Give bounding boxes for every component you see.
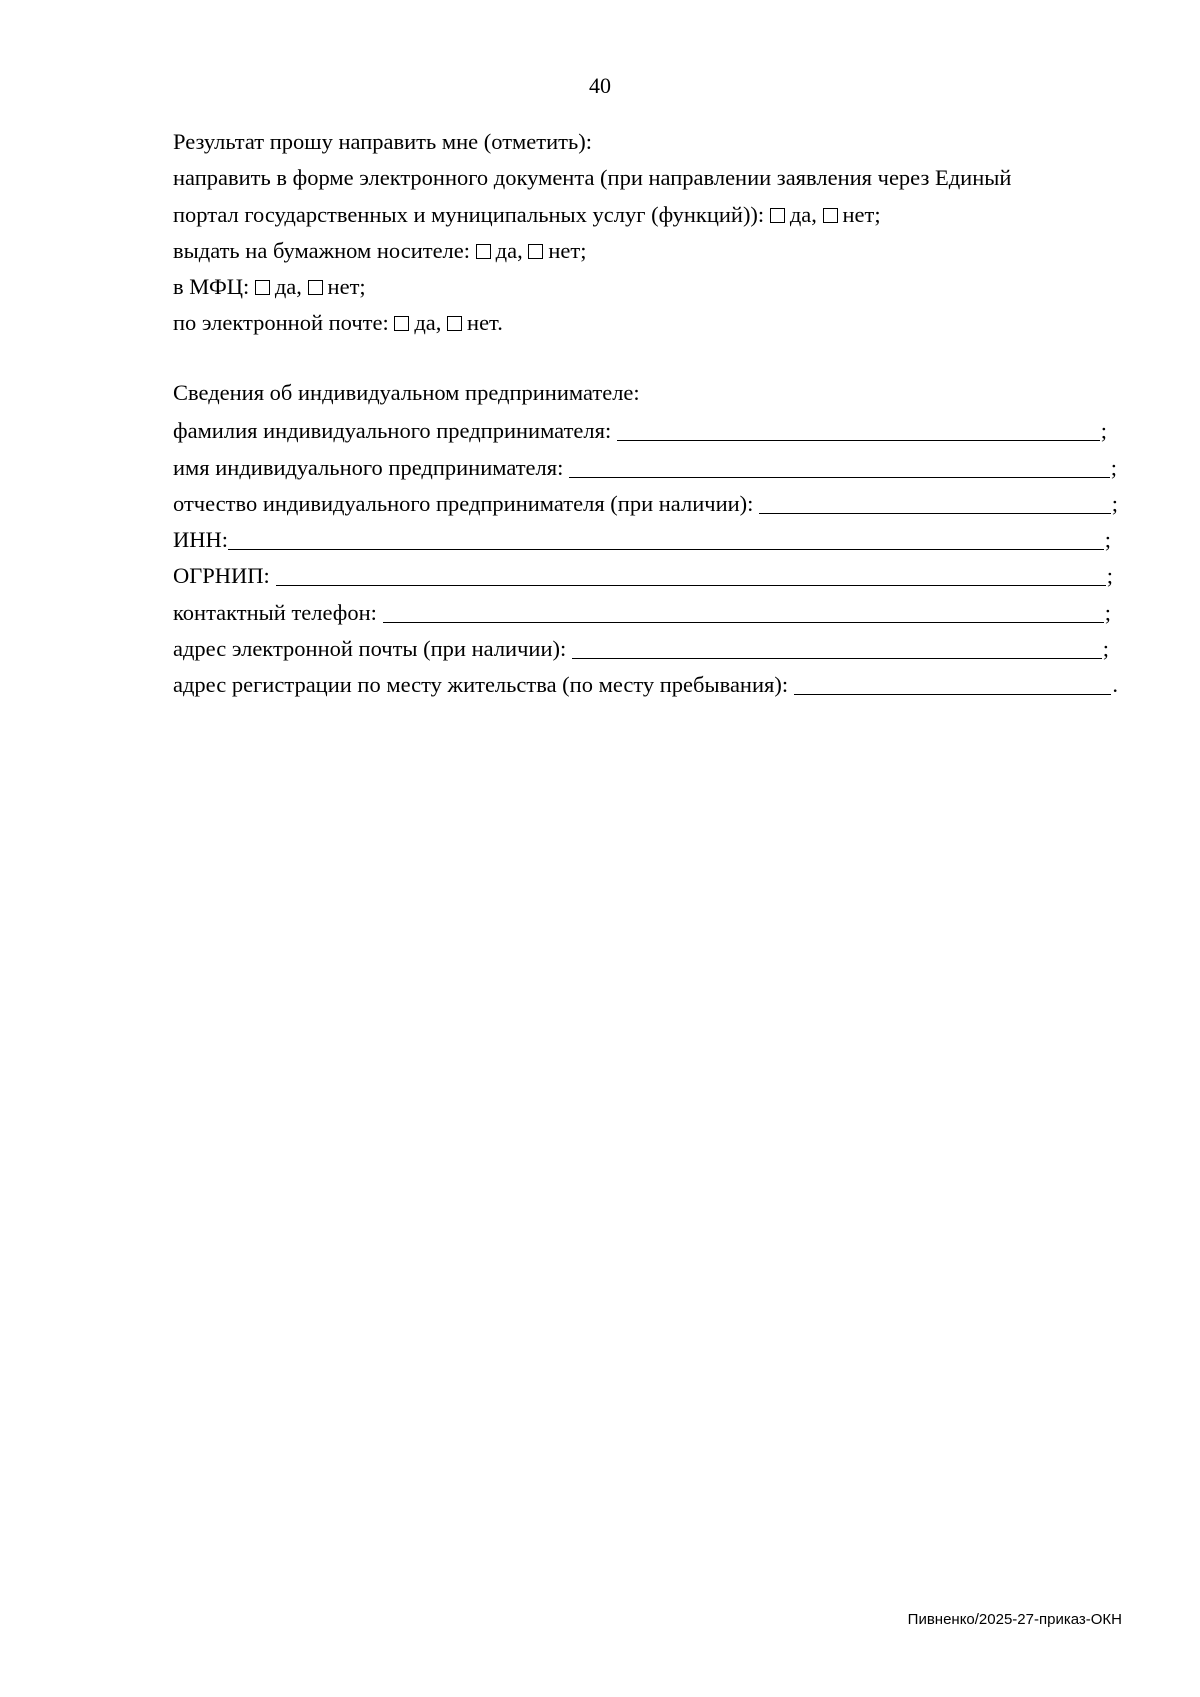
email-no-label: нет.	[467, 310, 503, 336]
ogrnip-end: ;	[1106, 563, 1113, 589]
patronymic-end: ;	[1111, 490, 1118, 516]
mfc-yes-checkbox[interactable]	[255, 280, 270, 295]
phone-field	[173, 593, 1111, 629]
email-option	[173, 305, 1123, 341]
paper-no-checkbox[interactable]	[528, 244, 543, 259]
email-no-checkbox[interactable]	[447, 316, 462, 331]
electronic-option-line2	[173, 197, 1123, 233]
name-end: ;	[1110, 454, 1117, 480]
phone-label: контактный телефон:	[173, 599, 377, 625]
page-number: 40	[589, 73, 611, 98]
mfc-option-label: в МФЦ:	[173, 274, 250, 300]
registration-address-label: адрес регистрации по месту жительства (по месту пребывания):	[173, 672, 789, 698]
electronic-no-label: нет;	[842, 201, 881, 227]
email-address-field	[173, 629, 1109, 665]
patronymic-field	[173, 484, 1118, 520]
inn-field	[173, 520, 1111, 556]
email-yes-checkbox[interactable]	[394, 316, 409, 331]
name-label: имя индивидуального предпринимателя:	[173, 454, 564, 480]
inn-input-line[interactable]	[228, 523, 1104, 550]
mfc-no-label: нет;	[327, 274, 366, 300]
patronymic-label: отчество индивидуального предпринимателя (при наличии):	[173, 490, 754, 516]
mfc-no-checkbox[interactable]	[308, 280, 323, 295]
name-field	[173, 448, 1117, 484]
surname-input-line[interactable]	[617, 414, 1100, 441]
surname-field	[173, 411, 1107, 447]
email-address-input-line[interactable]	[572, 632, 1102, 659]
entrepreneur-section	[173, 375, 1123, 702]
mfc-yes-label: да,	[274, 274, 302, 300]
entrepreneur-heading: Сведения об индивидуальном предпринимателе:	[173, 380, 640, 405]
phone-input-line[interactable]	[383, 596, 1104, 623]
electronic-no-checkbox[interactable]	[823, 208, 838, 223]
patronymic-input-line[interactable]	[759, 487, 1110, 514]
name-input-line[interactable]	[569, 451, 1109, 478]
ogrnip-label: ОГРНИП:	[173, 563, 270, 589]
mfc-option	[173, 269, 1123, 305]
electronic-yes-label: да,	[789, 201, 817, 227]
paper-no-label: нет;	[548, 237, 587, 263]
email-yes-label: да,	[414, 310, 442, 336]
registration-address-input-line[interactable]	[794, 668, 1111, 695]
electronic-yes-checkbox[interactable]	[770, 208, 785, 223]
inn-end: ;	[1104, 527, 1111, 553]
ogrnip-input-line[interactable]	[276, 559, 1106, 586]
paper-yes-label: да,	[495, 237, 523, 263]
ogrnip-field	[173, 556, 1113, 592]
phone-end: ;	[1104, 599, 1111, 625]
email-address-end: ;	[1102, 636, 1109, 662]
registration-address-field	[173, 665, 1118, 701]
electronic-option-label: портал государственных и муниципальных услуг (функций)):	[173, 201, 765, 227]
electronic-option-line1: направить в форме электронного документа (при направлении заявления через Единый	[173, 165, 1012, 191]
email-address-label: адрес электронной почты (при наличии):	[173, 636, 567, 662]
delivery-heading: Результат прошу направить мне (отметить):	[173, 129, 592, 154]
email-option-label: по электронной почте:	[173, 310, 389, 336]
inn-label: ИНН:	[173, 527, 228, 553]
paper-option	[173, 233, 1123, 269]
delivery-section	[173, 124, 1123, 342]
surname-label: фамилия индивидуального предпринимателя:	[173, 418, 612, 444]
paper-option-label: выдать на бумажном носителе:	[173, 237, 471, 263]
registration-address-end: .	[1112, 672, 1118, 698]
document-footer: Пивненко/2025-27-приказ-ОКН	[907, 1611, 1122, 1628]
surname-end: ;	[1100, 418, 1107, 444]
paper-yes-checkbox[interactable]	[476, 244, 491, 259]
